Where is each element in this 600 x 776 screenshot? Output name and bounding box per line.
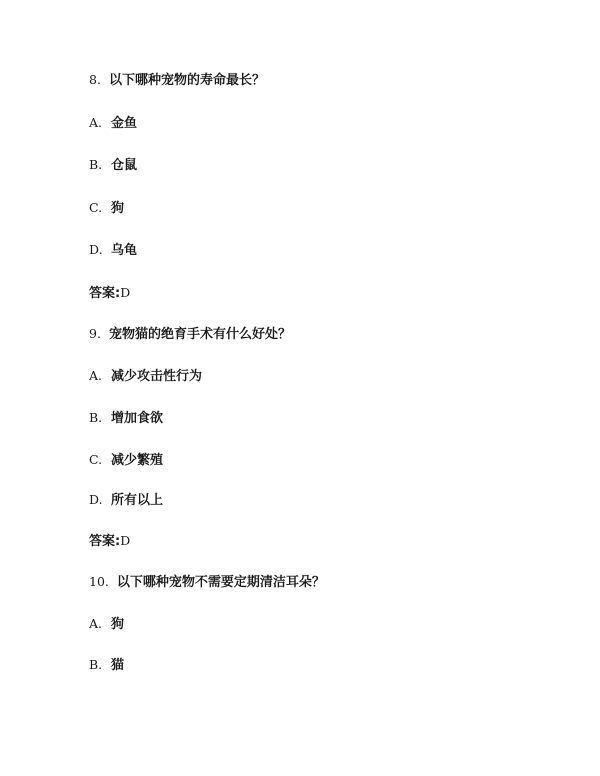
question-8-option-a xyxy=(89,114,137,133)
option-letter: A. xyxy=(89,616,103,631)
question-9-title xyxy=(89,325,291,344)
option-text: 狗 xyxy=(111,617,125,632)
option-text: 金鱼 xyxy=(111,116,138,131)
question-9-option-a xyxy=(89,367,202,386)
option-text: 减少攻击性行为 xyxy=(111,369,203,384)
question-text: 以下哪种宠物不需要定期清洁耳朵？ xyxy=(116,575,325,590)
question-10-option-b xyxy=(89,656,124,675)
option-letter: B. xyxy=(89,657,103,672)
option-text: 乌龟 xyxy=(111,243,138,258)
option-letter: A. xyxy=(89,115,103,130)
option-text: 所有以上 xyxy=(111,493,164,508)
question-number: 8. xyxy=(89,72,101,87)
answer-label: 答案: xyxy=(89,534,121,549)
option-text: 狗 xyxy=(111,201,125,216)
option-letter: D. xyxy=(89,492,103,507)
answer-label: 答案: xyxy=(89,286,121,301)
option-letter: C. xyxy=(89,452,103,467)
answer-value: D xyxy=(120,533,131,548)
option-letter: D. xyxy=(89,242,103,257)
question-9-option-d xyxy=(89,491,163,510)
option-text: 仓鼠 xyxy=(111,158,138,173)
question-8-option-b xyxy=(89,156,137,175)
option-text: 增加食欲 xyxy=(111,411,164,426)
question-8-option-c xyxy=(89,199,124,218)
question-8-answer xyxy=(89,284,130,303)
answer-value: D xyxy=(120,285,131,300)
question-9-option-c xyxy=(89,451,163,470)
question-9-answer xyxy=(89,532,130,551)
question-number: 10. xyxy=(89,574,109,589)
option-text: 减少繁殖 xyxy=(111,453,164,468)
option-letter: C. xyxy=(89,200,103,215)
question-8-option-d xyxy=(89,241,137,260)
question-text: 宠物猫的绝育手术有什么好处？ xyxy=(108,327,291,342)
question-9-option-b xyxy=(89,409,163,428)
question-8-title xyxy=(89,71,265,90)
option-letter: B. xyxy=(89,157,103,172)
option-text: 猫 xyxy=(111,658,125,673)
option-letter: A. xyxy=(89,368,103,383)
question-text: 以下哪种宠物的寿命最长？ xyxy=(108,73,265,88)
question-10-title xyxy=(89,573,325,592)
question-number: 9. xyxy=(89,326,101,341)
option-letter: B. xyxy=(89,410,103,425)
question-10-option-a xyxy=(89,615,124,634)
